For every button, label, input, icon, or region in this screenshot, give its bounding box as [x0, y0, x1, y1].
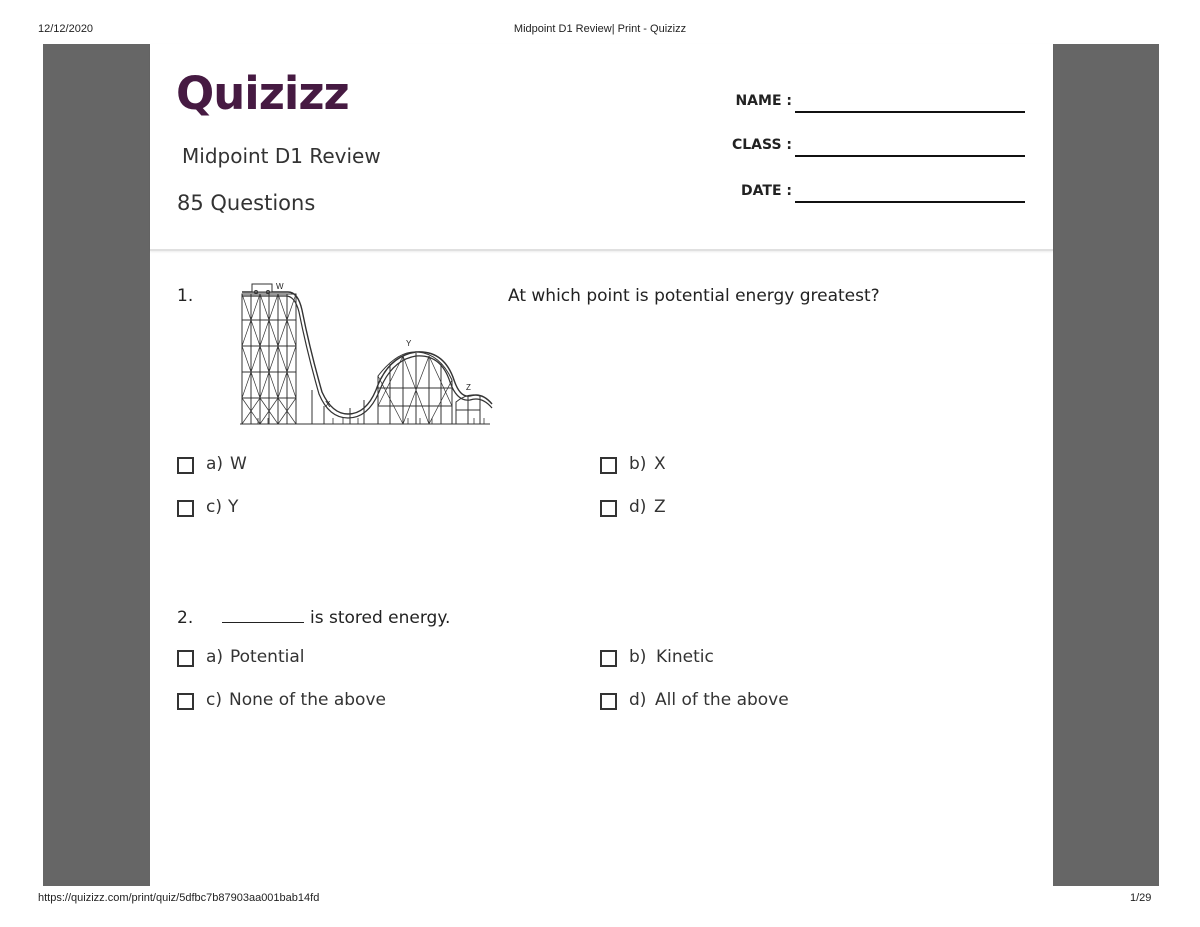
checkbox-icon[interactable] — [600, 500, 617, 517]
class-label: CLASS : — [731, 137, 792, 153]
date-field — [710, 183, 1030, 203]
quiz-title: Midpoint D1 Review — [182, 144, 381, 168]
option-label: b) — [629, 454, 647, 474]
date-label: DATE : — [741, 183, 792, 199]
point-z-label: Z — [466, 383, 471, 392]
class-field — [710, 137, 1030, 157]
checkbox-icon[interactable] — [177, 500, 194, 517]
name-line — [795, 111, 1025, 113]
question-2-text-row — [222, 608, 450, 628]
point-w-label: W — [276, 282, 284, 291]
question-2-text: is stored energy. — [310, 608, 451, 628]
print-url: https://quizizz.com/print/quiz/5dfbc7b87903aa001bab14fd — [38, 892, 320, 904]
point-x-label: X — [325, 400, 331, 409]
option-label: c) — [206, 497, 222, 517]
question-1-number: 1. — [177, 286, 194, 306]
print-date: 12/12/2020 — [38, 23, 94, 35]
name-field — [710, 93, 1030, 113]
option-label: a) — [206, 454, 224, 474]
quizizz-logo: Quizizz — [176, 67, 349, 120]
name-label: NAME : — [735, 93, 792, 109]
option-label: c) — [206, 690, 222, 710]
option-text: Kinetic — [656, 647, 714, 667]
checkbox-icon[interactable] — [600, 650, 617, 667]
date-line — [795, 201, 1025, 203]
question-count: 85 Questions — [177, 191, 316, 215]
option-text: W — [230, 454, 247, 474]
question-1-text: At which point is potential energy greatest? — [508, 286, 880, 306]
print-page-count: 1/29 — [1130, 892, 1152, 904]
left-gutter — [43, 44, 150, 886]
class-line — [795, 155, 1025, 157]
print-page-title: Midpoint D1 Review| Print - Quizizz — [513, 23, 687, 35]
checkbox-icon[interactable] — [600, 693, 617, 710]
point-y-label: Y — [406, 339, 412, 348]
fill-in-blank — [222, 622, 304, 623]
roller-coaster-diagram — [238, 280, 494, 428]
option-label: b) — [629, 647, 647, 667]
option-text: Y — [228, 497, 239, 517]
option-text: All of the above — [655, 690, 789, 710]
worksheet-page — [150, 44, 1053, 886]
option-label: a) — [206, 647, 224, 667]
option-label: d) — [629, 497, 647, 517]
checkbox-icon[interactable] — [177, 650, 194, 667]
option-label: d) — [629, 690, 647, 710]
worksheet-header — [150, 44, 1053, 251]
option-text: Potential — [230, 647, 305, 667]
question-2-number: 2. — [177, 608, 194, 628]
checkbox-icon[interactable] — [600, 457, 617, 474]
option-text: None of the above — [229, 690, 386, 710]
right-gutter — [1053, 44, 1159, 886]
option-text: X — [654, 454, 666, 474]
option-text: Z — [654, 497, 666, 517]
checkbox-icon[interactable] — [177, 457, 194, 474]
checkbox-icon[interactable] — [177, 693, 194, 710]
